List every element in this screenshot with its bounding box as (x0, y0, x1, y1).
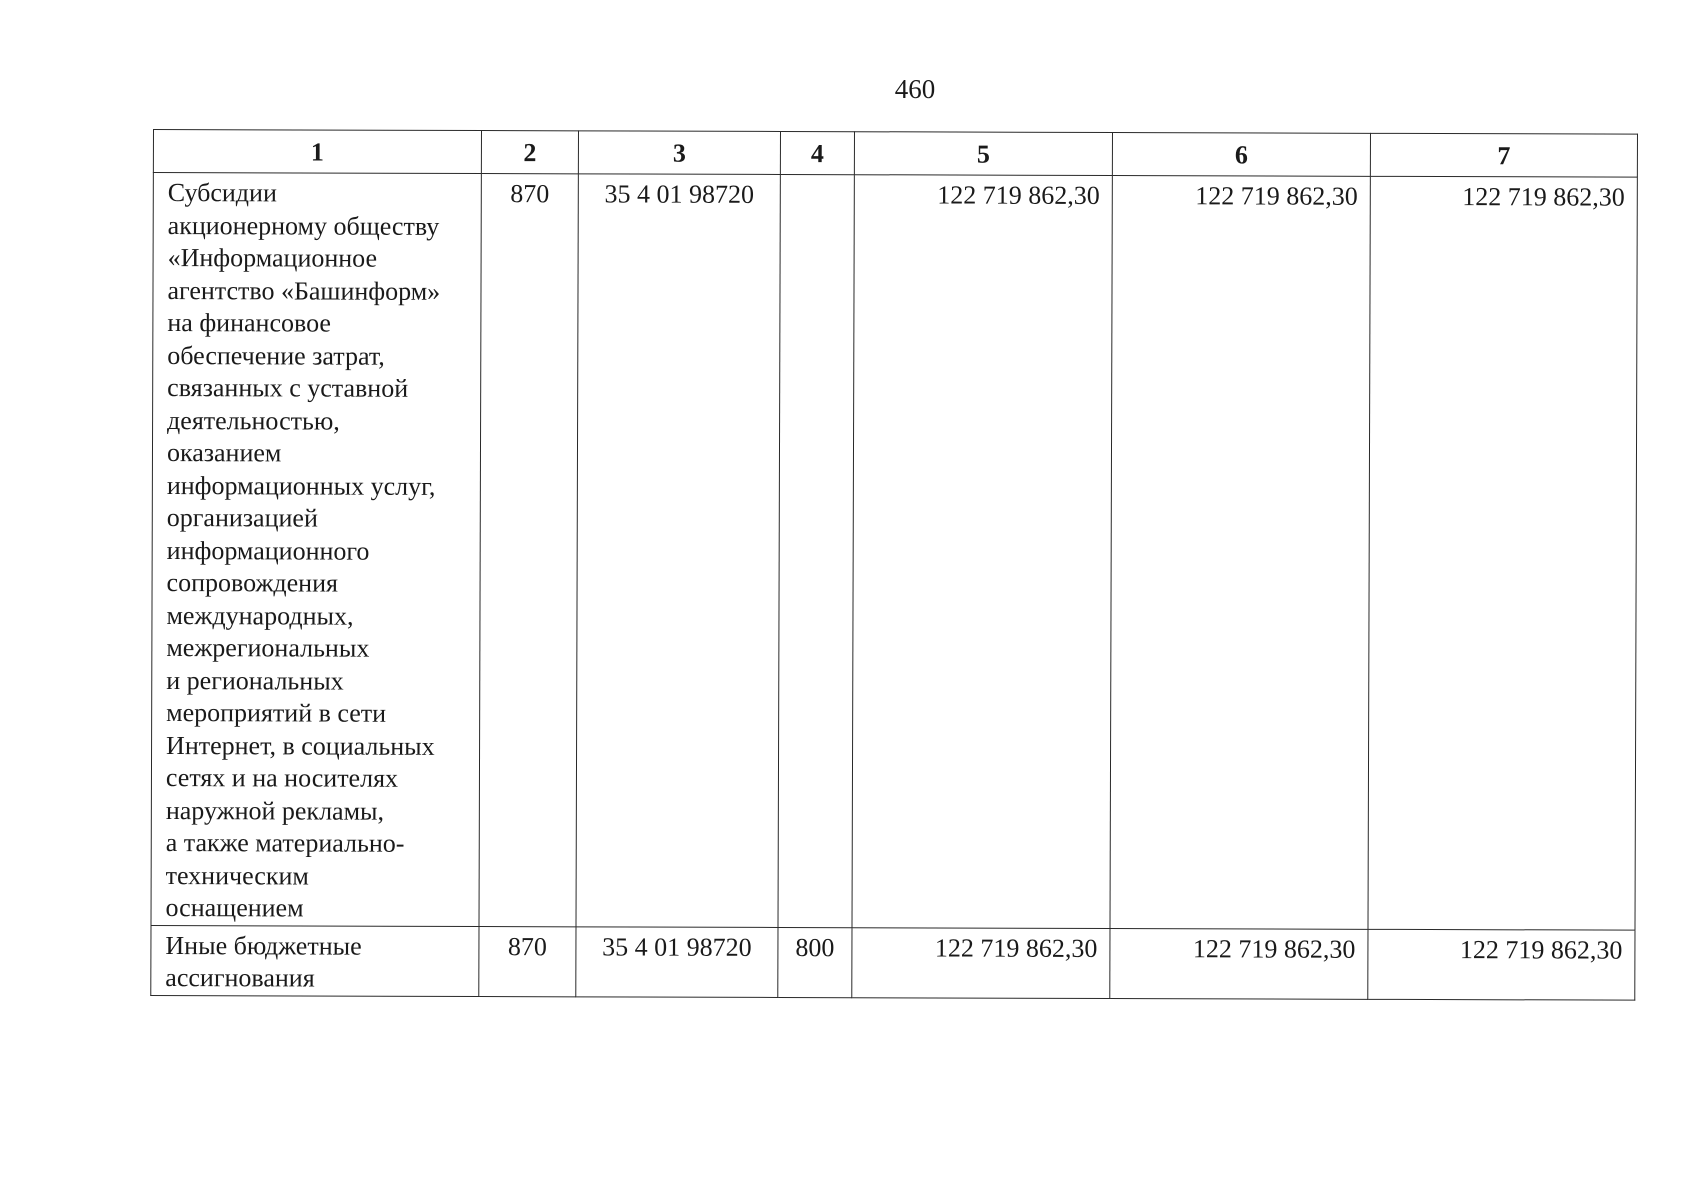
name-line: связанных с уставной (167, 373, 409, 403)
table-row (151, 173, 1637, 930)
column-header-1: 1 (153, 130, 481, 174)
cell-col3: 35 4 01 98720 (576, 174, 780, 927)
name-line: техническим (165, 860, 309, 890)
name-line: наружной рекламы, (165, 795, 385, 826)
name-line: на финансовое (167, 308, 332, 338)
name-line: международных, (166, 600, 354, 631)
name-line: «Информационное (167, 243, 378, 273)
page-number: 460 (894, 74, 936, 104)
name-line: деятельностью, (167, 405, 340, 436)
cell-col4 (778, 174, 854, 927)
name-line: а также материально- (165, 828, 405, 858)
cell-col3: 35 4 01 98720 (576, 926, 778, 997)
name-line: информационных услуг, (166, 470, 436, 501)
column-header-7: 7 (1370, 133, 1637, 177)
cell-col7: 122 719 862,30 (1368, 176, 1637, 929)
name-line: и региональных (166, 665, 344, 696)
column-header-2: 2 (481, 131, 578, 174)
name-line: ассигнования (165, 963, 315, 993)
cell-col6: 122 719 862,30 (1110, 928, 1368, 999)
column-header-6: 6 (1112, 133, 1370, 177)
name-line: Иные бюджетные (165, 930, 362, 961)
name-line: оснащением (165, 893, 304, 923)
column-header-3: 3 (578, 131, 780, 175)
row-name-cell (151, 925, 479, 996)
name-line: обеспечение затрат, (167, 340, 385, 371)
budget-table (150, 129, 1638, 1000)
cell-col5: 122 719 862,30 (852, 175, 1112, 928)
cell-col6: 122 719 862,30 (1110, 176, 1370, 929)
name-line: информационного (166, 535, 370, 566)
table-header-row (153, 130, 1637, 178)
name-line: Субсидии (167, 178, 277, 208)
cell-col2: 870 (479, 926, 576, 996)
cell-col5: 122 719 862,30 (852, 927, 1110, 998)
row-name-cell (151, 173, 481, 927)
name-line: межрегиональных (166, 633, 370, 663)
name-line: мероприятий в сети (166, 698, 387, 728)
column-header-4: 4 (780, 131, 854, 174)
cell-col4: 800 (778, 927, 852, 997)
name-line: оказанием (166, 438, 282, 468)
table-row (151, 925, 1635, 1000)
name-line: агентство «Башинформ» (167, 275, 441, 306)
name-line: акционерному обществу (167, 210, 440, 241)
name-line: сопровождения (166, 568, 339, 598)
name-line: сетях и на носителях (165, 763, 399, 793)
column-header-5: 5 (854, 132, 1112, 176)
name-line: Интернет, в социальных (166, 730, 435, 761)
cell-col7: 122 719 862,30 (1368, 929, 1635, 1000)
cell-col2: 870 (479, 174, 578, 927)
name-line: организацией (166, 503, 318, 533)
